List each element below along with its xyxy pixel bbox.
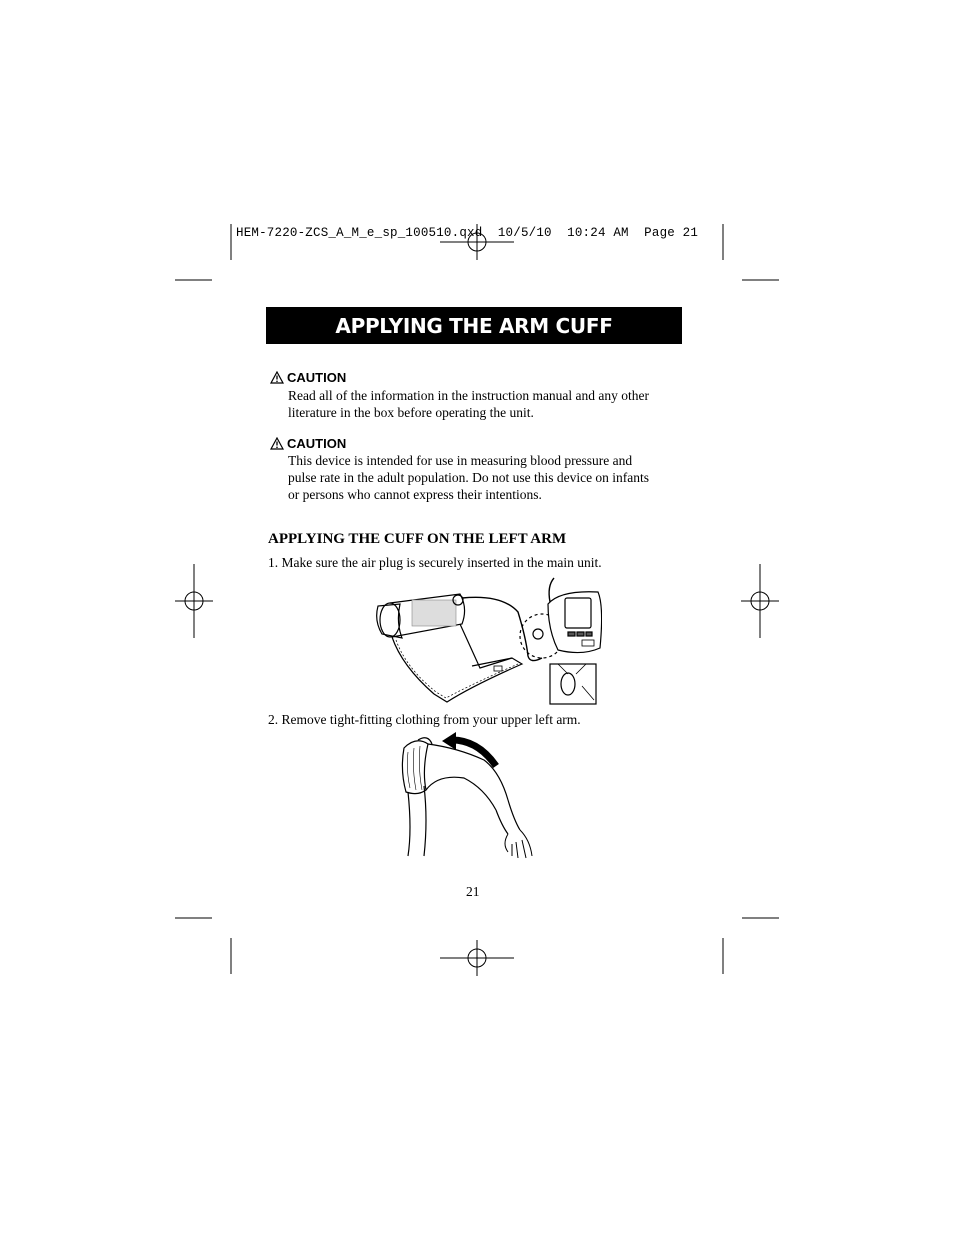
registration-mark-icon [440,940,514,976]
page-number: 21 [466,884,480,899]
caution-text: Read all of the information in the instruction manual and any other literature in the box before operating the unit. [288,388,650,420]
arm-illustration [398,730,543,862]
registration-mark-icon [741,564,779,638]
caution-block [270,436,346,451]
cuff-and-unit-illustration [372,576,602,706]
registration-mark-icon [175,564,213,638]
warning-triangle-icon [270,371,284,384]
caution-text: This device is intended for use in measuring blood pressure and pulse rate in the adult population. Do not use this device on infants or persons who cannot express their intentions. [288,453,650,502]
step-1: 1. Make sure the air plug is securely inserted in the main unit. [268,555,602,570]
caution-heading: CAUTION [287,436,347,451]
caution-block [270,370,346,385]
step-2: 2. Remove tight-fitting clothing from your upper left arm. [268,712,581,727]
section-heading: APPLYING THE CUFF ON THE LEFT ARM [268,531,567,547]
warning-triangle-icon [270,437,284,450]
page-title: APPLYING THE ARM CUFF [266,307,682,344]
caution-heading: CAUTION [287,370,347,385]
file-slug: HEM-7220-ZCS_A_M_e_sp_100510.qxd 10/5/10 10:24 AM Page 21 [236,226,699,240]
